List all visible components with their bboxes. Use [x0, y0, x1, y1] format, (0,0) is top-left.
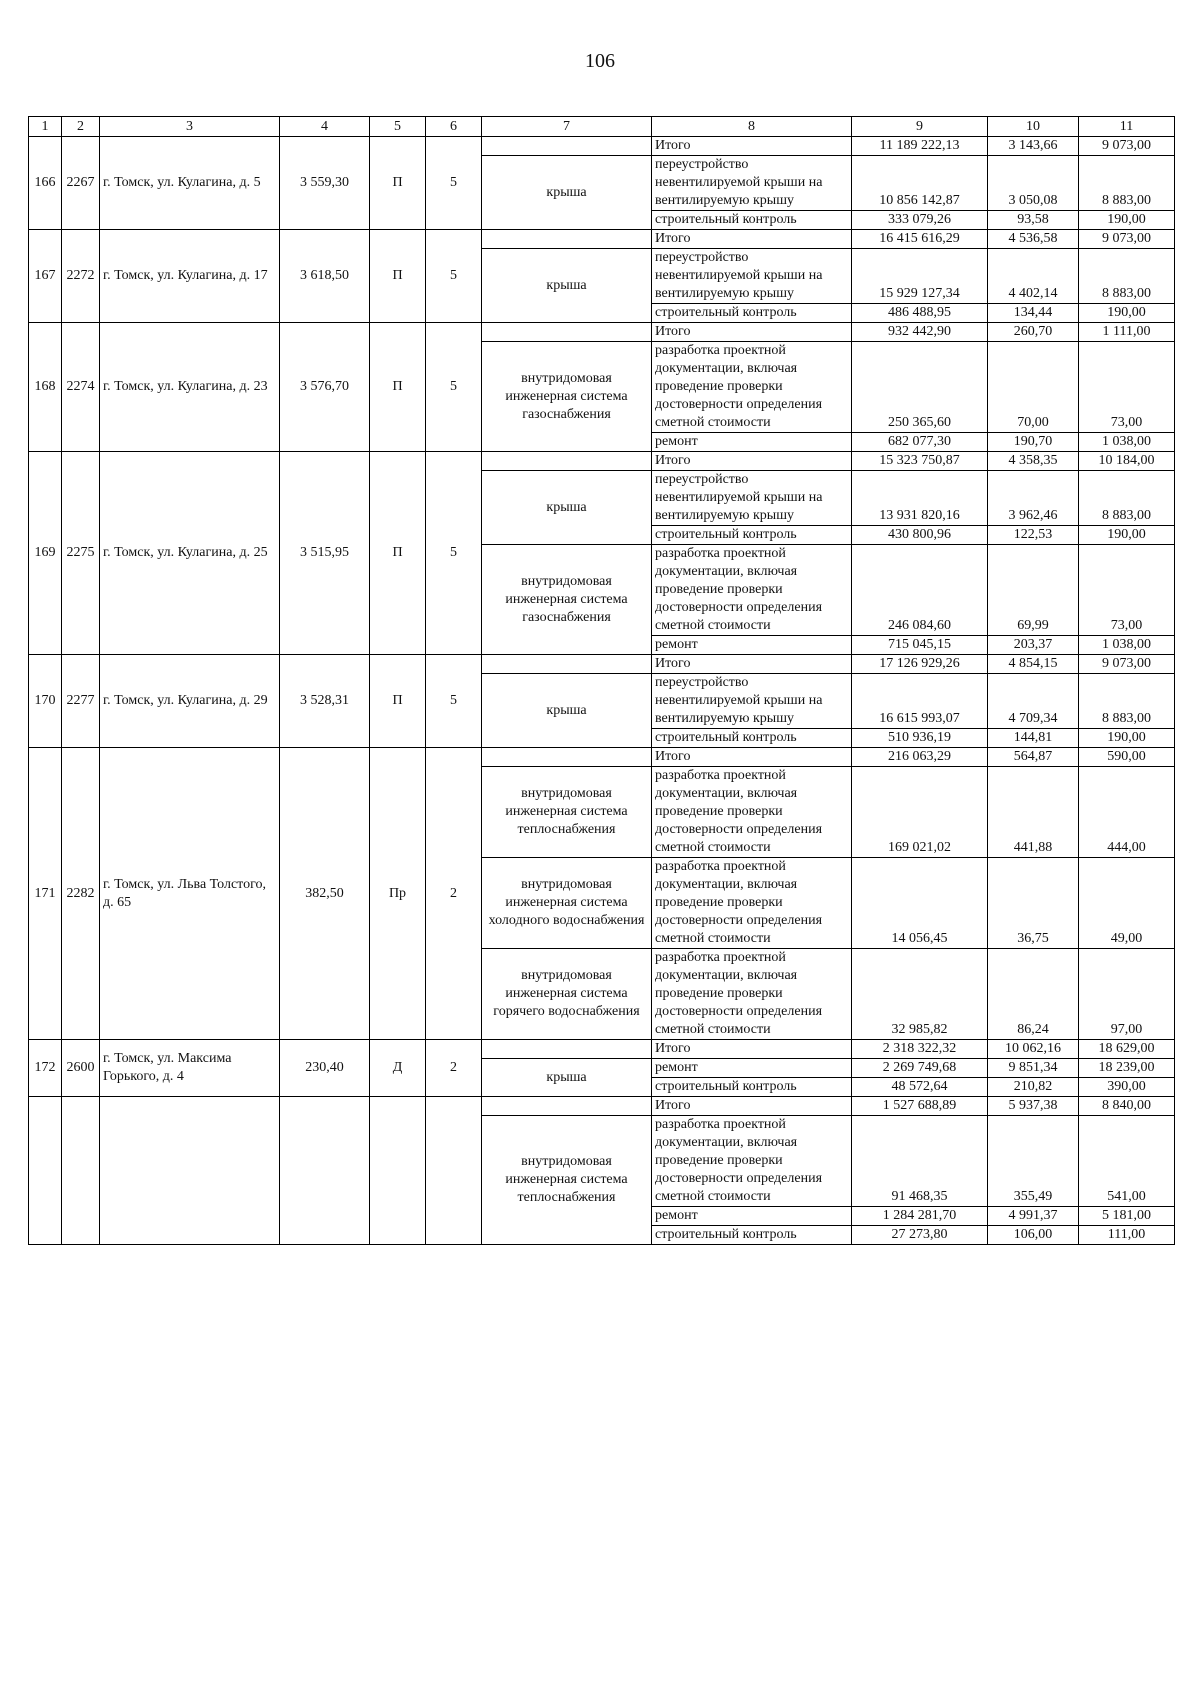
total-cost-per-m2: 564,87: [988, 748, 1079, 767]
work-cost-per-m2: 4 991,37: [988, 1207, 1079, 1226]
element-cell-empty: [482, 1040, 652, 1059]
building-element: внутридомовая инженерная система газоснабжения: [482, 545, 652, 655]
total-label: Итого: [652, 137, 852, 156]
table-row: [29, 452, 1175, 471]
floor-count: 5: [426, 230, 482, 323]
house-id: [62, 1097, 100, 1245]
work-limit: 390,00: [1079, 1078, 1175, 1097]
work-cost-per-m2: 3 962,46: [988, 471, 1079, 526]
column-header: 9: [852, 117, 988, 137]
address: г. Томск, ул. Максима Горького, д. 4: [100, 1040, 280, 1097]
work-limit: 190,00: [1079, 526, 1175, 545]
work-cost-per-m2: 69,99: [988, 545, 1079, 636]
work-cost: 1 284 281,70: [852, 1207, 988, 1226]
work-cost-per-m2: 441,88: [988, 767, 1079, 858]
element-cell-empty: [482, 230, 652, 249]
work-cost: 510 936,19: [852, 729, 988, 748]
building-element: внутридомовая инженерная система холодного водоснабжения: [482, 858, 652, 949]
row-number: 171: [29, 748, 62, 1040]
row-number: 168: [29, 323, 62, 452]
work-cost: 169 021,02: [852, 767, 988, 858]
work-limit: 1 038,00: [1079, 636, 1175, 655]
house-id: 2274: [62, 323, 100, 452]
element-cell-empty: [482, 452, 652, 471]
total-cost: 17 126 929,26: [852, 655, 988, 674]
work-cost: 48 572,64: [852, 1078, 988, 1097]
work-cost-per-m2: 4 709,34: [988, 674, 1079, 729]
building-element: крыша: [482, 1059, 652, 1097]
work-type: строительный контроль: [652, 526, 852, 545]
work-cost-per-m2: 210,82: [988, 1078, 1079, 1097]
building-element: внутридомовая инженерная система теплоснабжения: [482, 1116, 652, 1245]
column-header: 6: [426, 117, 482, 137]
floor-count: 5: [426, 323, 482, 452]
total-label: Итого: [652, 1097, 852, 1116]
total-cost-per-m2: 5 937,38: [988, 1097, 1079, 1116]
total-limit: 9 073,00: [1079, 655, 1175, 674]
total-limit: 590,00: [1079, 748, 1175, 767]
work-limit: 97,00: [1079, 949, 1175, 1040]
total-cost: 15 323 750,87: [852, 452, 988, 471]
register-table: [28, 116, 1175, 1245]
work-type: разработка проектной документации, включая проведение проверки достоверности определения сметной стоимости: [652, 1116, 852, 1207]
total-cost-per-m2: 10 062,16: [988, 1040, 1079, 1059]
house-id: 2267: [62, 137, 100, 230]
total-limit: 9 073,00: [1079, 230, 1175, 249]
total-cost-per-m2: 4 854,15: [988, 655, 1079, 674]
column-header: 11: [1079, 117, 1175, 137]
work-type: разработка проектной документации, включая проведение проверки достоверности определения сметной стоимости: [652, 858, 852, 949]
area: 3 515,95: [280, 452, 370, 655]
work-limit: 1 038,00: [1079, 433, 1175, 452]
work-limit: 8 883,00: [1079, 156, 1175, 211]
work-cost-per-m2: 86,24: [988, 949, 1079, 1040]
work-cost-per-m2: 106,00: [988, 1226, 1079, 1245]
building-element: крыша: [482, 471, 652, 545]
total-cost: 2 318 322,32: [852, 1040, 988, 1059]
page-number: 106: [585, 50, 615, 72]
floor-count: [426, 1097, 482, 1245]
work-limit: 541,00: [1079, 1116, 1175, 1207]
work-type: строительный контроль: [652, 304, 852, 323]
address: г. Томск, ул. Льва Толстого, д. 65: [100, 748, 280, 1040]
row-number: 166: [29, 137, 62, 230]
column-header: 3: [100, 117, 280, 137]
floor-count: 2: [426, 748, 482, 1040]
work-limit: 8 883,00: [1079, 674, 1175, 729]
element-cell-empty: [482, 323, 652, 342]
element-cell-empty: [482, 1097, 652, 1116]
work-type: разработка проектной документации, включая проведение проверки достоверности определения сметной стоимости: [652, 342, 852, 433]
work-limit: 49,00: [1079, 858, 1175, 949]
address: г. Томск, ул. Кулагина, д. 17: [100, 230, 280, 323]
house-id: 2600: [62, 1040, 100, 1097]
row-number: 172: [29, 1040, 62, 1097]
work-cost: 13 931 820,16: [852, 471, 988, 526]
area: 3 528,31: [280, 655, 370, 748]
column-header: 5: [370, 117, 426, 137]
address: г. Томск, ул. Кулагина, д. 25: [100, 452, 280, 655]
area: [280, 1097, 370, 1245]
building-element: крыша: [482, 674, 652, 748]
total-limit: 18 629,00: [1079, 1040, 1175, 1059]
work-type: строительный контроль: [652, 729, 852, 748]
work-cost-per-m2: 36,75: [988, 858, 1079, 949]
column-header: 2: [62, 117, 100, 137]
work-limit: 73,00: [1079, 342, 1175, 433]
floor-count: 5: [426, 655, 482, 748]
total-cost-per-m2: 260,70: [988, 323, 1079, 342]
work-type: ремонт: [652, 433, 852, 452]
address: г. Томск, ул. Кулагина, д. 23: [100, 323, 280, 452]
work-type: разработка проектной документации, включая проведение проверки достоверности определения сметной стоимости: [652, 949, 852, 1040]
work-cost: 2 269 749,68: [852, 1059, 988, 1078]
area: 382,50: [280, 748, 370, 1040]
header-row: [29, 117, 1175, 137]
work-type: строительный контроль: [652, 1078, 852, 1097]
address: [100, 1097, 280, 1245]
wall-material: П: [370, 452, 426, 655]
house-id: 2272: [62, 230, 100, 323]
element-cell-empty: [482, 748, 652, 767]
total-limit: 1 111,00: [1079, 323, 1175, 342]
total-cost: 216 063,29: [852, 748, 988, 767]
wall-material: П: [370, 655, 426, 748]
work-limit: 111,00: [1079, 1226, 1175, 1245]
floor-count: 5: [426, 137, 482, 230]
total-cost-per-m2: 4 536,58: [988, 230, 1079, 249]
work-cost: 250 365,60: [852, 342, 988, 433]
house-id: 2277: [62, 655, 100, 748]
table-row: [29, 1097, 1175, 1116]
building-element: внутридомовая инженерная система теплоснабжения: [482, 767, 652, 858]
floor-count: 5: [426, 452, 482, 655]
column-header: 4: [280, 117, 370, 137]
table-row: [29, 230, 1175, 249]
building-element: внутридомовая инженерная система горячего водоснабжения: [482, 949, 652, 1040]
work-limit: 190,00: [1079, 729, 1175, 748]
total-cost: 1 527 688,89: [852, 1097, 988, 1116]
work-limit: 190,00: [1079, 304, 1175, 323]
row-number: 170: [29, 655, 62, 748]
total-label: Итого: [652, 230, 852, 249]
work-limit: 444,00: [1079, 767, 1175, 858]
work-type: ремонт: [652, 636, 852, 655]
work-limit: 190,00: [1079, 211, 1175, 230]
work-cost-per-m2: 4 402,14: [988, 249, 1079, 304]
work-cost: 10 856 142,87: [852, 156, 988, 211]
wall-material: П: [370, 230, 426, 323]
work-cost-per-m2: 144,81: [988, 729, 1079, 748]
work-cost-per-m2: 134,44: [988, 304, 1079, 323]
total-cost: 16 415 616,29: [852, 230, 988, 249]
work-limit: 18 239,00: [1079, 1059, 1175, 1078]
total-label: Итого: [652, 452, 852, 471]
total-cost-per-m2: 4 358,35: [988, 452, 1079, 471]
element-cell-empty: [482, 655, 652, 674]
building-element: крыша: [482, 249, 652, 323]
work-cost: 246 084,60: [852, 545, 988, 636]
work-type: разработка проектной документации, включая проведение проверки достоверности определения сметной стоимости: [652, 545, 852, 636]
work-cost-per-m2: 93,58: [988, 211, 1079, 230]
table-row: [29, 323, 1175, 342]
work-cost-per-m2: 3 050,08: [988, 156, 1079, 211]
work-type: переустройство невентилируемой крыши на вентилируемую крышу: [652, 156, 852, 211]
work-type: ремонт: [652, 1207, 852, 1226]
work-cost: 27 273,80: [852, 1226, 988, 1245]
row-number: 167: [29, 230, 62, 323]
work-cost: 430 800,96: [852, 526, 988, 545]
row-number: [29, 1097, 62, 1245]
work-type: ремонт: [652, 1059, 852, 1078]
work-limit: 8 883,00: [1079, 471, 1175, 526]
total-cost-per-m2: 3 143,66: [988, 137, 1079, 156]
work-cost: 32 985,82: [852, 949, 988, 1040]
work-cost-per-m2: 70,00: [988, 342, 1079, 433]
work-limit: 73,00: [1079, 545, 1175, 636]
area: 230,40: [280, 1040, 370, 1097]
work-limit: 5 181,00: [1079, 1207, 1175, 1226]
work-cost: 14 056,45: [852, 858, 988, 949]
work-cost-per-m2: 355,49: [988, 1116, 1079, 1207]
wall-material: П: [370, 137, 426, 230]
building-element: внутридомовая инженерная система газоснабжения: [482, 342, 652, 452]
work-type: переустройство невентилируемой крыши на вентилируемую крышу: [652, 674, 852, 729]
work-type: строительный контроль: [652, 211, 852, 230]
wall-material: Пр: [370, 748, 426, 1040]
work-cost: 15 929 127,34: [852, 249, 988, 304]
total-label: Итого: [652, 1040, 852, 1059]
area: 3 576,70: [280, 323, 370, 452]
work-cost: 333 079,26: [852, 211, 988, 230]
table-body: [29, 137, 1175, 1245]
total-limit: 10 184,00: [1079, 452, 1175, 471]
address: г. Томск, ул. Кулагина, д. 5: [100, 137, 280, 230]
floor-count: 2: [426, 1040, 482, 1097]
total-limit: 8 840,00: [1079, 1097, 1175, 1116]
work-cost-per-m2: 203,37: [988, 636, 1079, 655]
total-label: Итого: [652, 323, 852, 342]
work-type: строительный контроль: [652, 1226, 852, 1245]
work-cost: 682 077,30: [852, 433, 988, 452]
column-header: 10: [988, 117, 1079, 137]
work-cost: 715 045,15: [852, 636, 988, 655]
total-label: Итого: [652, 748, 852, 767]
work-cost-per-m2: 190,70: [988, 433, 1079, 452]
work-cost: 91 468,35: [852, 1116, 988, 1207]
column-header: 1: [29, 117, 62, 137]
table-row: [29, 137, 1175, 156]
total-cost: 11 189 222,13: [852, 137, 988, 156]
work-type: переустройство невентилируемой крыши на вентилируемую крышу: [652, 249, 852, 304]
work-cost: 486 488,95: [852, 304, 988, 323]
work-cost-per-m2: 122,53: [988, 526, 1079, 545]
work-type: переустройство невентилируемой крыши на вентилируемую крышу: [652, 471, 852, 526]
area: 3 559,30: [280, 137, 370, 230]
total-limit: 9 073,00: [1079, 137, 1175, 156]
wall-material: П: [370, 323, 426, 452]
column-header: 7: [482, 117, 652, 137]
column-header: 8: [652, 117, 852, 137]
total-cost: 932 442,90: [852, 323, 988, 342]
table-row: [29, 1040, 1175, 1059]
total-label: Итого: [652, 655, 852, 674]
table-row: [29, 748, 1175, 767]
work-limit: 8 883,00: [1079, 249, 1175, 304]
area: 3 618,50: [280, 230, 370, 323]
work-cost: 16 615 993,07: [852, 674, 988, 729]
house-id: 2275: [62, 452, 100, 655]
building-element: крыша: [482, 156, 652, 230]
work-cost-per-m2: 9 851,34: [988, 1059, 1079, 1078]
wall-material: [370, 1097, 426, 1245]
house-id: 2282: [62, 748, 100, 1040]
table-row: [29, 655, 1175, 674]
element-cell-empty: [482, 137, 652, 156]
work-type: разработка проектной документации, включая проведение проверки достоверности определения сметной стоимости: [652, 767, 852, 858]
wall-material: Д: [370, 1040, 426, 1097]
address: г. Томск, ул. Кулагина, д. 29: [100, 655, 280, 748]
row-number: 169: [29, 452, 62, 655]
